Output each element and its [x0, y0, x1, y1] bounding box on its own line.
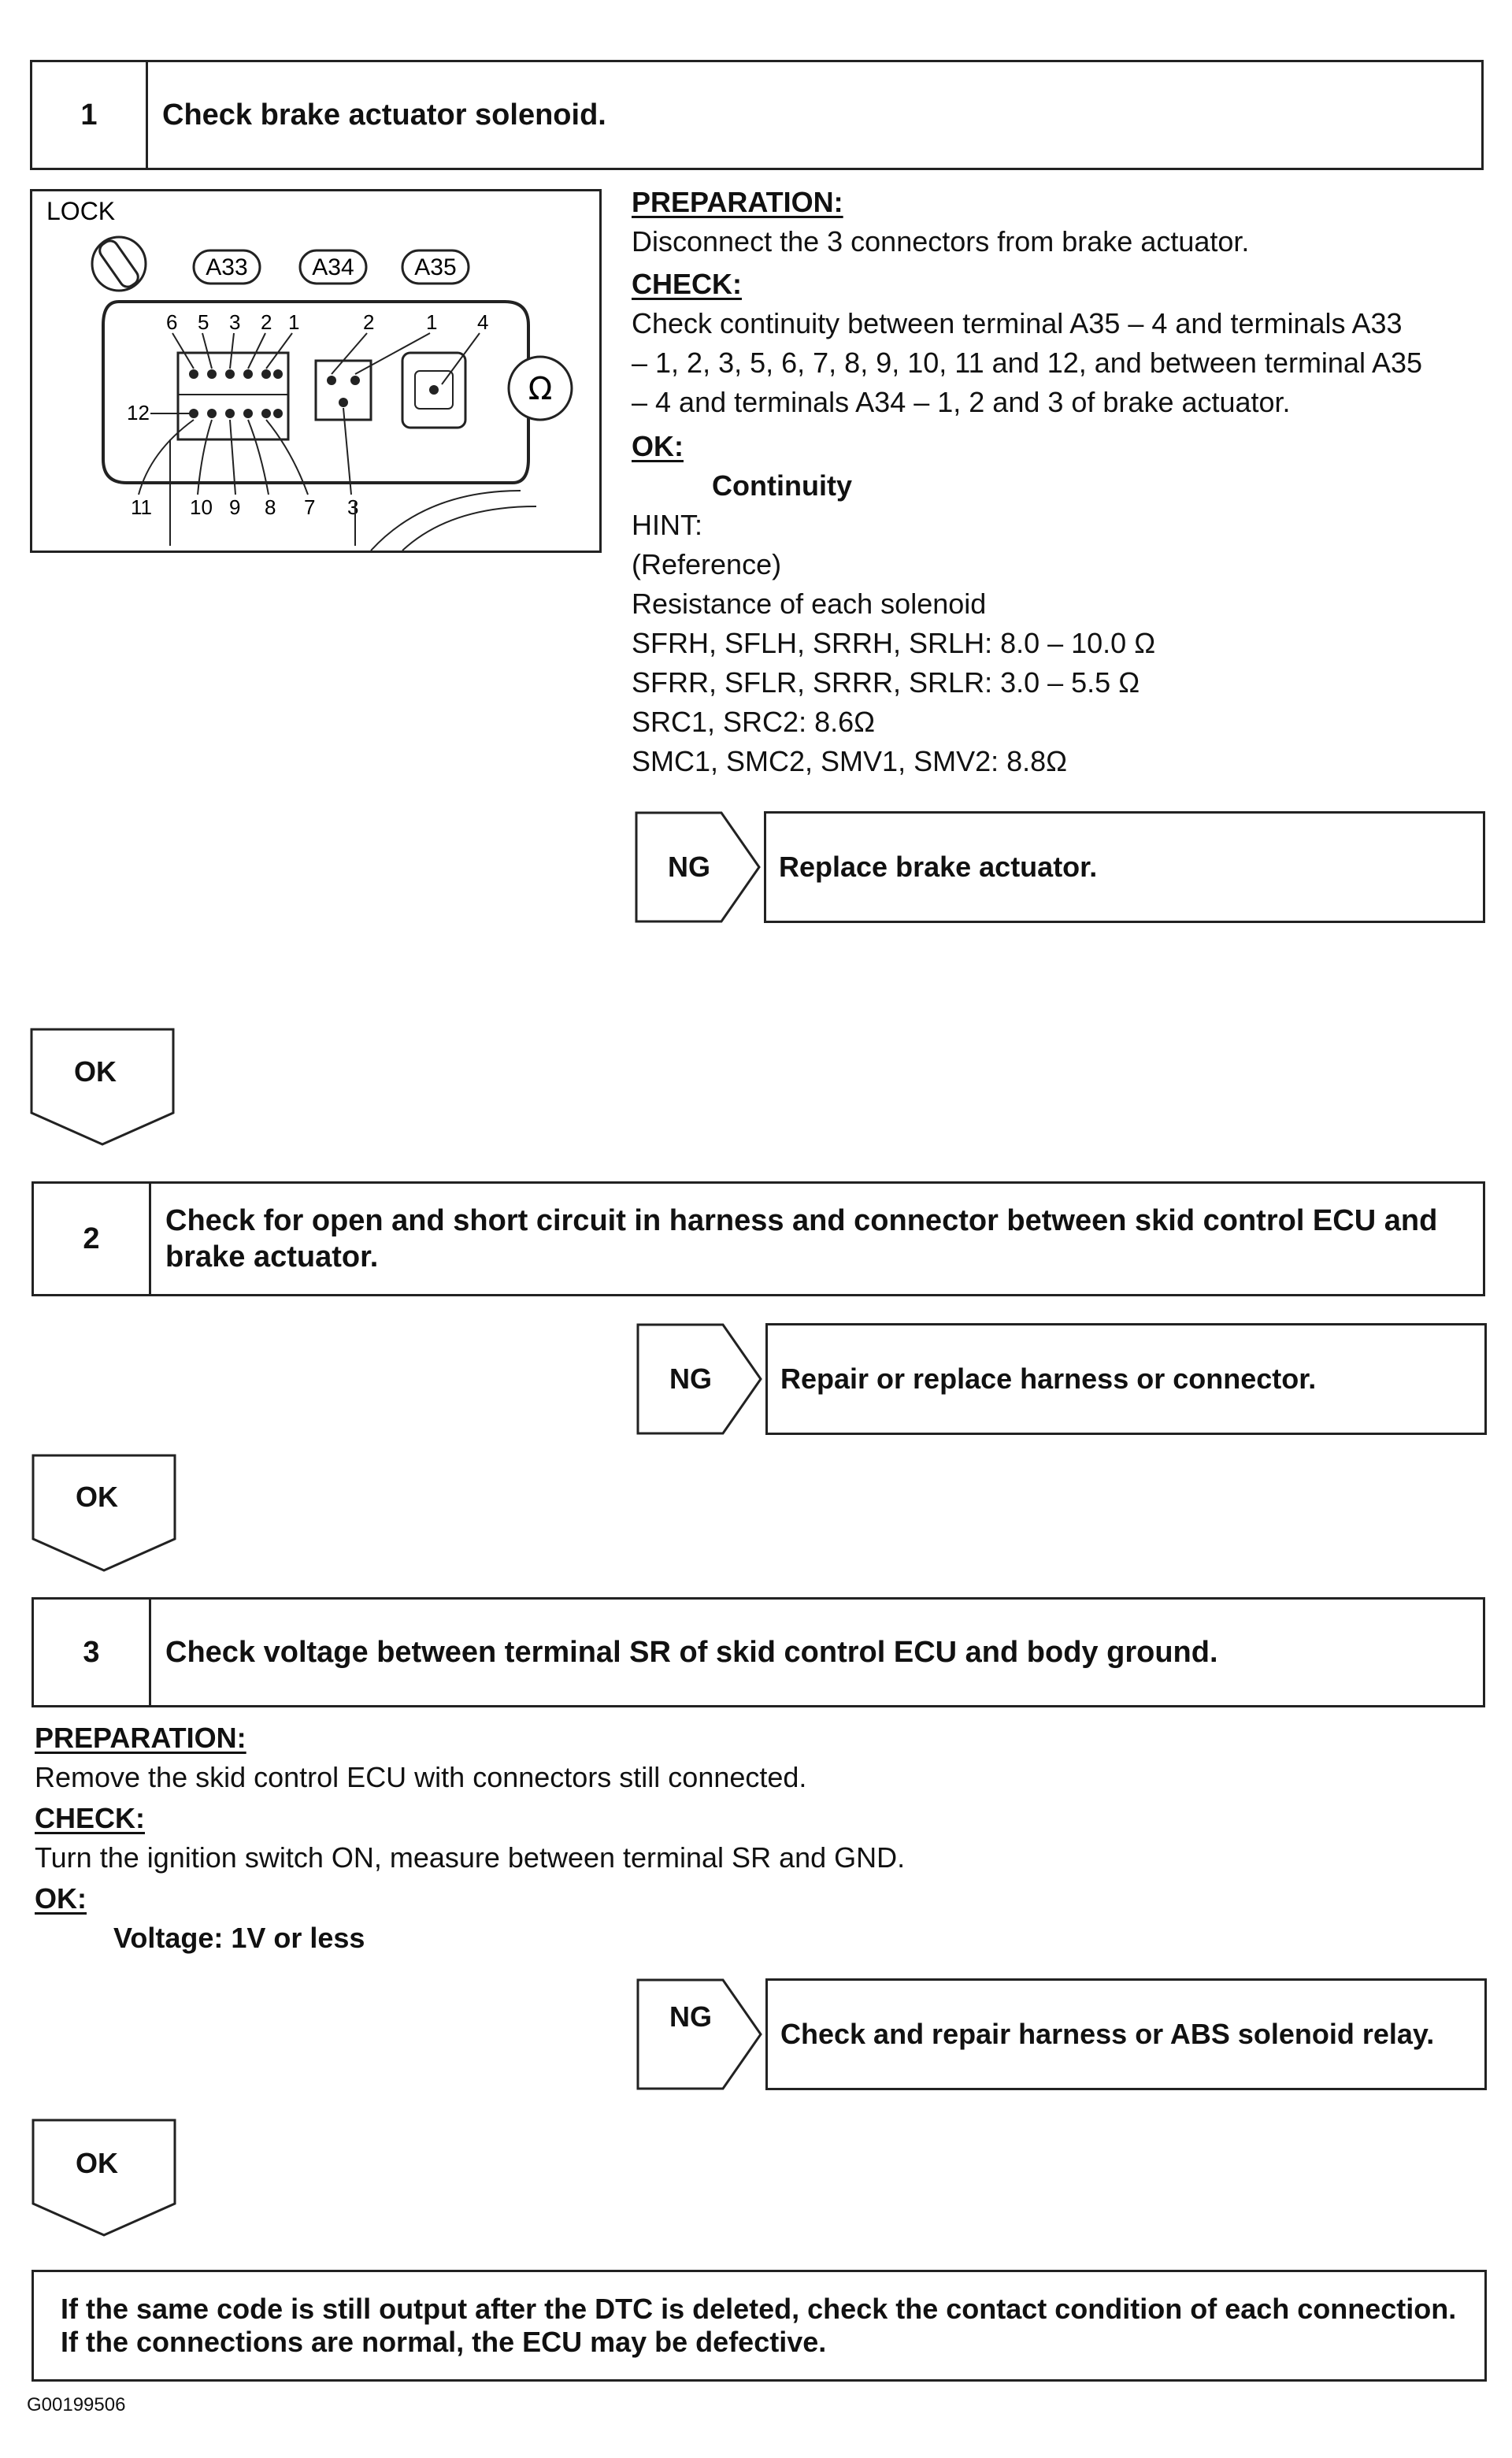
step3-preparation-text: Remove the skid control ECU with connectors still connected. — [35, 1761, 807, 1793]
step3-ng-label: NG — [669, 2000, 712, 2033]
step1-hint-line: (Reference) — [632, 548, 782, 580]
step1-preparation-label: PREPARATION: — [632, 186, 843, 218]
step1-hint-line: HINT: — [632, 509, 702, 541]
lock-icon — [92, 237, 146, 291]
pin-label: 6 — [166, 310, 178, 334]
lock-label: LOCK — [46, 197, 116, 225]
svg-text:Ω: Ω — [528, 371, 553, 407]
pin-label: 7 — [304, 495, 316, 519]
pin-label: 2 — [261, 310, 272, 334]
step1-check-line-3: – 4 and terminals A34 – 1, 2 and 3 of brake actuator. — [632, 386, 1291, 418]
step1-check-line-2: – 1, 2, 3, 5, 6, 7, 8, 9, 10, 11 and 12, and between terminal A35 — [632, 347, 1423, 379]
step2-number: 2 — [34, 1184, 151, 1294]
pin-label: 8 — [265, 495, 276, 519]
step2-header — [32, 1181, 1485, 1296]
step1-check-line-1: Check continuity between terminal A35 – 4 and terminals A33 — [632, 307, 1403, 339]
step3-preparation-label: PREPARATION: — [35, 1722, 246, 1754]
step3-check-text: Turn the ignition switch ON, measure between terminal SR and GND. — [35, 1841, 906, 1874]
pin-label: 12 — [127, 401, 150, 424]
step1-hint-line: SFRH, SFLH, SRRH, SRLH: 8.0 – 10.0 Ω — [632, 627, 1156, 659]
step1-hint-line: SRC1, SRC2: 8.6Ω — [632, 706, 876, 738]
step2-ok-arrow-label: OK — [76, 1481, 118, 1513]
pin-label: 10 — [190, 495, 213, 519]
step1-ok-label: OK: — [632, 430, 684, 462]
svg-text:A34: A34 — [312, 254, 354, 280]
step1-ok-arrow-label: OK — [74, 1055, 117, 1088]
final-note: If the same code is still output after the DTC is deleted, check the contact condition of each connection. If the connections are normal, the ECU may be defective. — [32, 2270, 1487, 2382]
figure-id: G00199506 — [27, 2394, 126, 2415]
step1-hint-line: SMC1, SMC2, SMV1, SMV2: 8.8Ω — [632, 745, 1068, 777]
pin-label: 11 — [131, 495, 152, 519]
step1-ok-value: Continuity — [712, 469, 852, 502]
step3-header — [32, 1597, 1485, 1707]
step1-preparation-text: Disconnect the 3 connectors from brake actuator. — [632, 225, 1250, 258]
step3-ok-arrow-label: OK — [76, 2147, 118, 2179]
step1-hint-line: Resistance of each solenoid — [632, 588, 987, 620]
step2-title: Check for open and short circuit in harness and connector between skid control ECU and brake actuator. — [165, 1204, 1438, 1273]
pin-label: 2 — [363, 310, 375, 334]
step1-number: 1 — [32, 62, 148, 168]
step3-check-label: CHECK: — [35, 1802, 145, 1834]
connector-diagram — [30, 189, 602, 553]
pin-label: 1 — [288, 310, 300, 334]
step1-title: Check brake actuator solenoid. — [162, 98, 606, 132]
ohmmeter-icon — [509, 357, 572, 420]
pin-label: 4 — [477, 310, 489, 334]
step3-number: 3 — [34, 1600, 151, 1705]
pin-label: 1 — [426, 310, 438, 334]
step1-ng-action: Replace brake actuator. — [764, 811, 1485, 923]
pin-label: 5 — [198, 310, 209, 334]
step1-hint-line: SFRR, SFLR, SRRR, SRLR: 3.0 – 5.5 Ω — [632, 666, 1140, 699]
svg-text:A33: A33 — [206, 254, 248, 280]
step3-ng-arrow — [636, 1978, 762, 2090]
step1-header — [30, 60, 1484, 170]
connector-label-a34 — [300, 250, 366, 284]
step3-ng-action: Check and repair harness or ABS solenoid relay. — [765, 1978, 1487, 2090]
step3-title: Check voltage between terminal SR of skid control ECU and body ground. — [165, 1636, 1218, 1669]
svg-text:A35: A35 — [414, 254, 457, 280]
connector-label-a33 — [194, 250, 260, 284]
pin-label: 9 — [229, 495, 241, 519]
step2-ng-action: Repair or replace harness or connector. — [765, 1323, 1487, 1435]
connector-label-a35 — [402, 250, 469, 284]
step3-ok-value: Voltage: 1V or less — [113, 1922, 365, 1954]
pin-label: 3 — [229, 310, 241, 334]
step1-check-label: CHECK: — [632, 268, 742, 300]
step2-ng-label: NG — [669, 1362, 712, 1395]
pin-label: 3 — [347, 495, 359, 519]
step3-ok-label: OK: — [35, 1882, 87, 1915]
step1-ng-label: NG — [668, 851, 710, 883]
